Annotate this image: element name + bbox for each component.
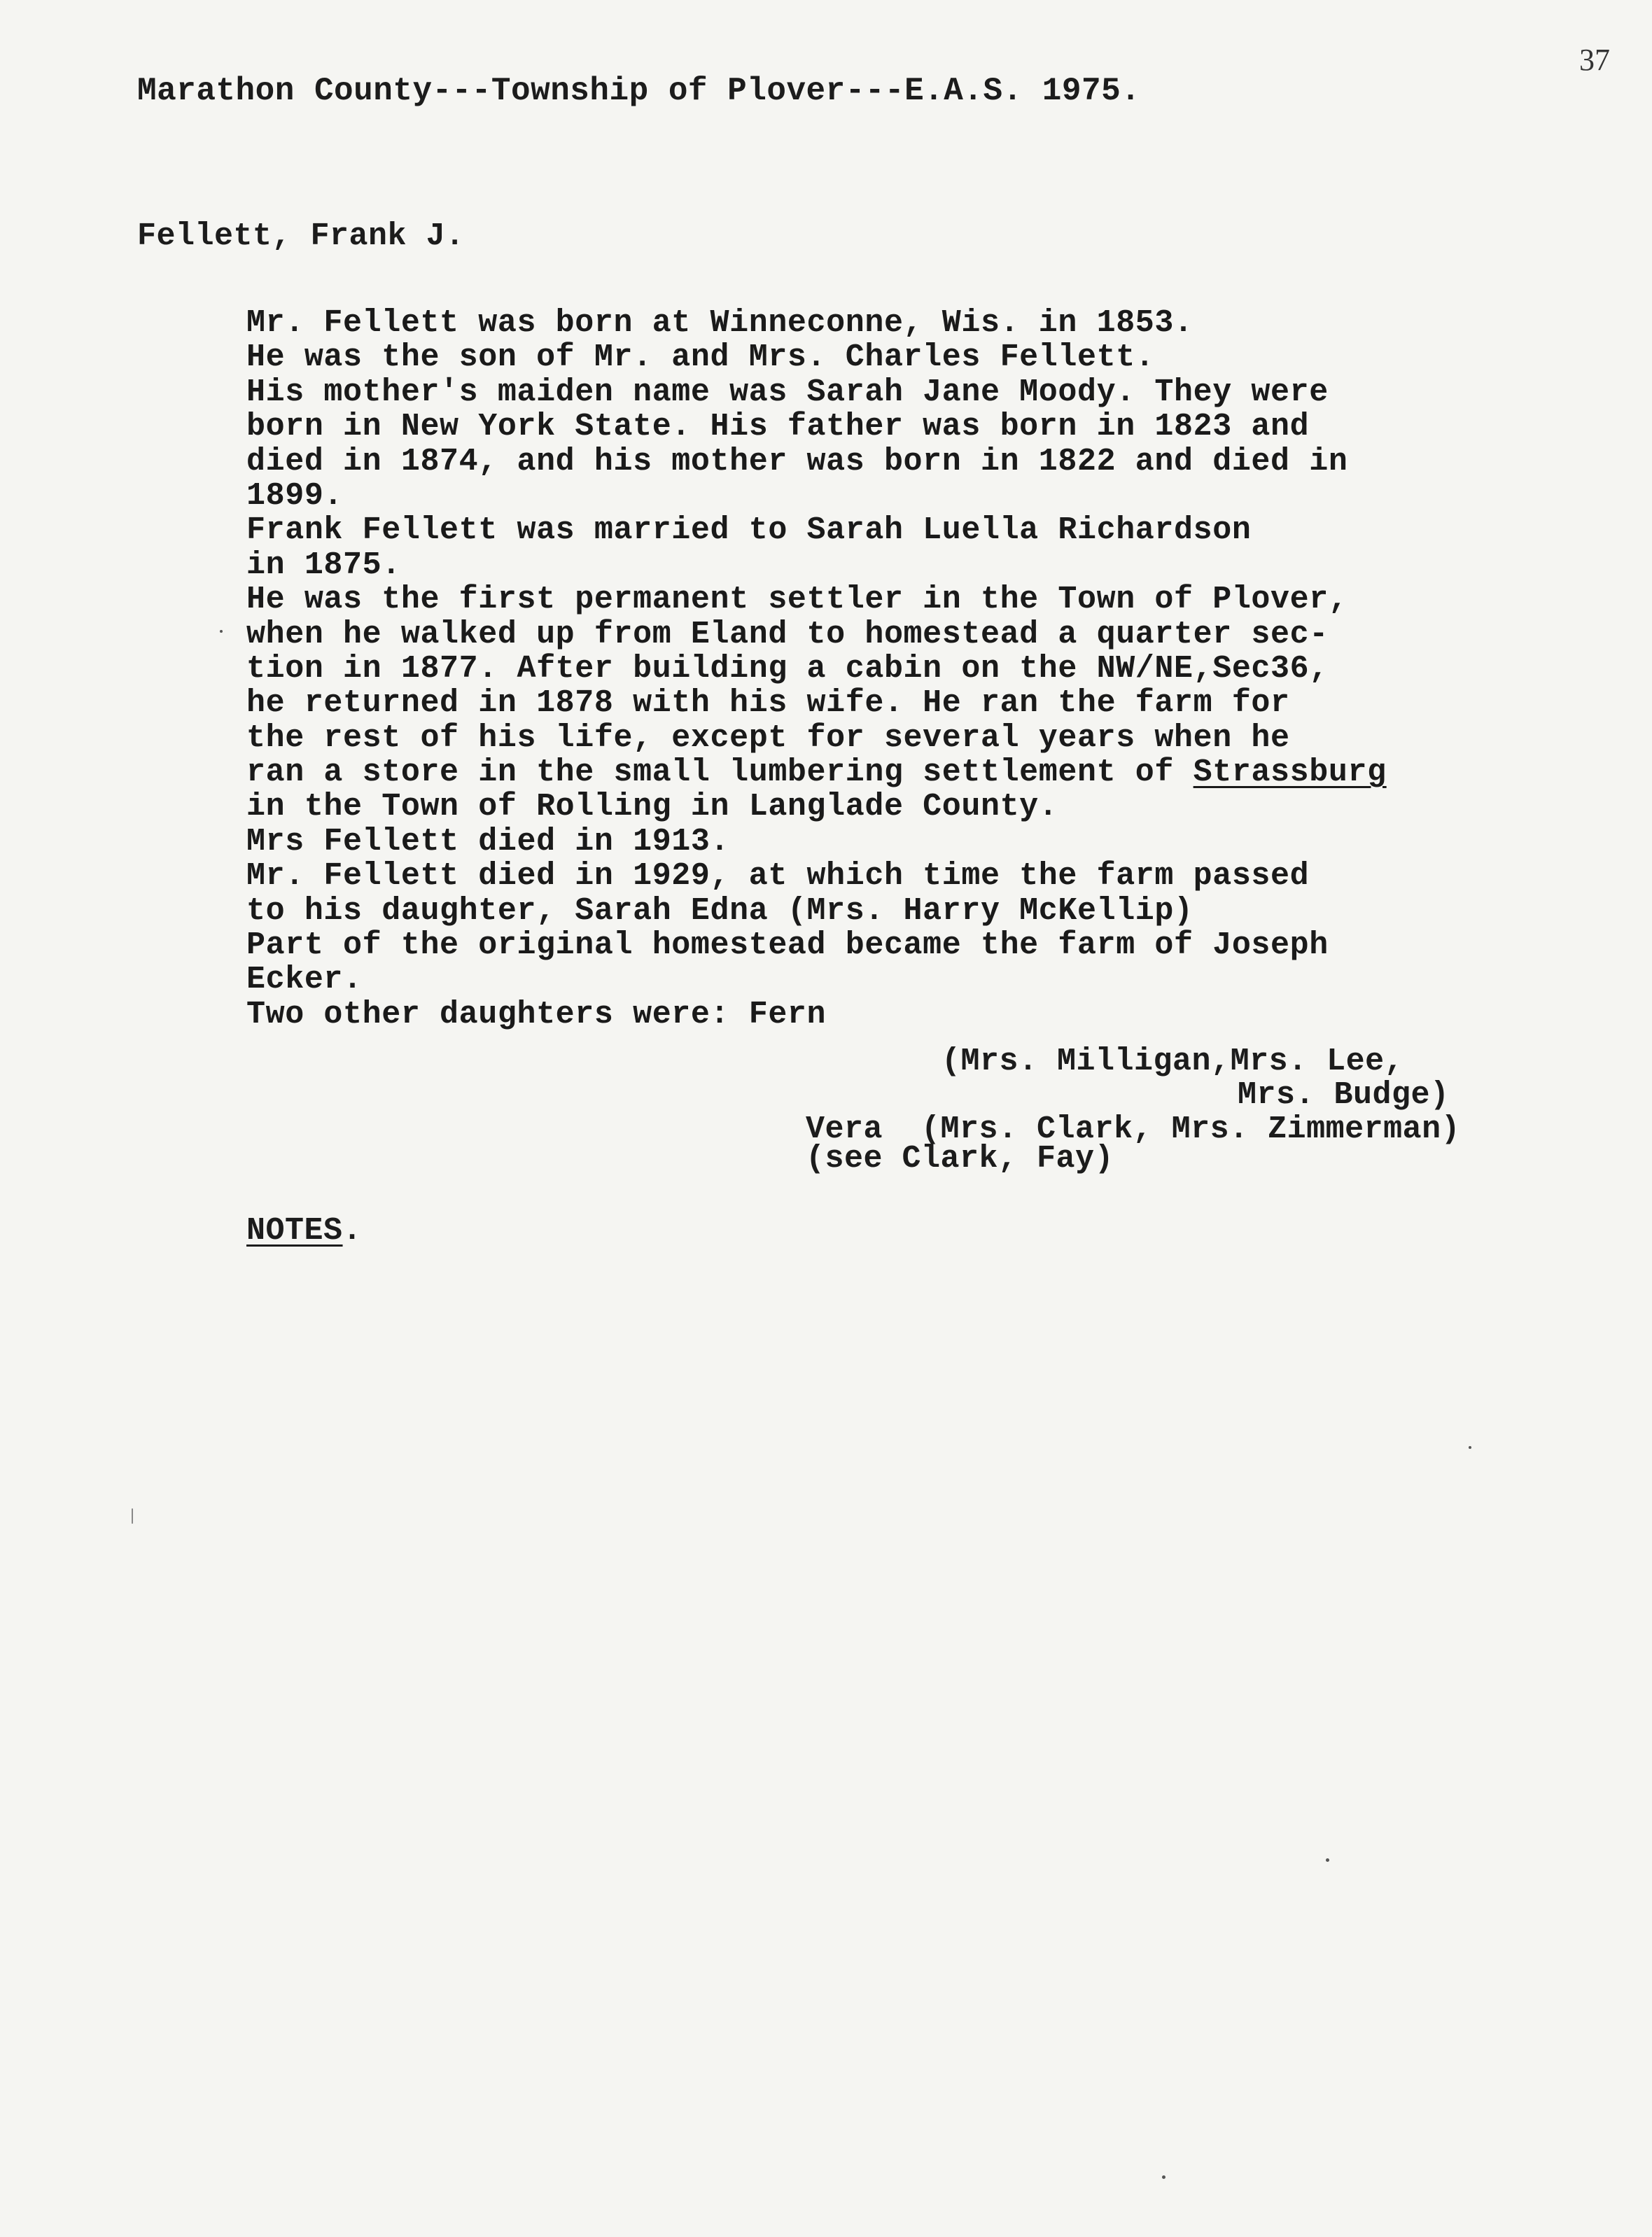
body-line: 1899. (246, 477, 344, 514)
vera-cross-reference: (see Clark, Fay) (806, 1141, 1114, 1177)
paper-speck (132, 1508, 133, 1524)
body-line: Mr. Fellett died in 1929, at which time the farm passed (246, 858, 1310, 895)
body-line: in the Town of Rolling in Langlade County. (246, 789, 1058, 825)
body-line: He was the first permanent settler in the Town of Plover, (246, 582, 1348, 618)
notes-label: NOTES (246, 1213, 343, 1249)
body-line: when he walked up from Eland to homestead a quarter sec- (246, 616, 1329, 652)
body-line: he returned in 1878 with his wife. He ran the farm for (246, 685, 1290, 722)
body-line: He was the son of Mr. and Mrs. Charles Fellett. (246, 339, 1155, 376)
fern-married-names-line1: (Mrs. Milligan,Mrs. Lee, (941, 1044, 1404, 1079)
fern-married-names-line2: Mrs. Budge) (1238, 1077, 1450, 1113)
body-line: died in 1874, and his mother was born in 1822 and died in (246, 443, 1348, 479)
body-line: the rest of his life, except for several years when he (246, 720, 1290, 756)
underlined-place-name: Strassburg (1193, 755, 1387, 791)
paper-speck (1326, 1858, 1329, 1862)
document-header: Marathon County---Township of Plover---E.A.S. 1975. (137, 73, 1141, 109)
body-line: Ecker. (246, 962, 363, 998)
paper-speck (1162, 2175, 1166, 2179)
body-line-text: ran a store in the small lumbering settlement of (246, 755, 1194, 791)
body-line-with-underline (246, 755, 1387, 790)
body-line: Frank Fellett was married to Sarah Luella Richardson (246, 512, 1252, 549)
paper-speck (1469, 1446, 1471, 1449)
body-line: Mr. Fellett was born at Winneconne, Wis. in 1853. (246, 305, 1194, 341)
body-line: Part of the original homestead became the farm of Joseph (246, 927, 1329, 964)
notes-heading (246, 1213, 362, 1249)
page-number: 37 (1579, 43, 1610, 77)
body-line: Mrs Fellett died in 1913. (246, 823, 730, 860)
paper-speck (220, 630, 223, 633)
vera-married-names: Vera (Mrs. Clark, Mrs. Zimmerman) (806, 1112, 1461, 1147)
body-line: to his daughter, Sarah Edna (Mrs. Harry McKellip) (246, 892, 1194, 929)
biography-body (246, 306, 1387, 1032)
body-line: tion in 1877. After building a cabin on the NW/NE,Sec36, (246, 650, 1329, 687)
body-line: born in New York State. His father was born in 1823 and (246, 409, 1310, 445)
body-line: Two other daughters were: Fern (246, 996, 827, 1032)
body-line: in 1875. (246, 547, 401, 583)
notes-suffix: . (342, 1213, 363, 1249)
subject-name: Fellett, Frank J. (137, 218, 465, 254)
body-line: His mother's maiden name was Sarah Jane Moody. They were (246, 374, 1329, 410)
